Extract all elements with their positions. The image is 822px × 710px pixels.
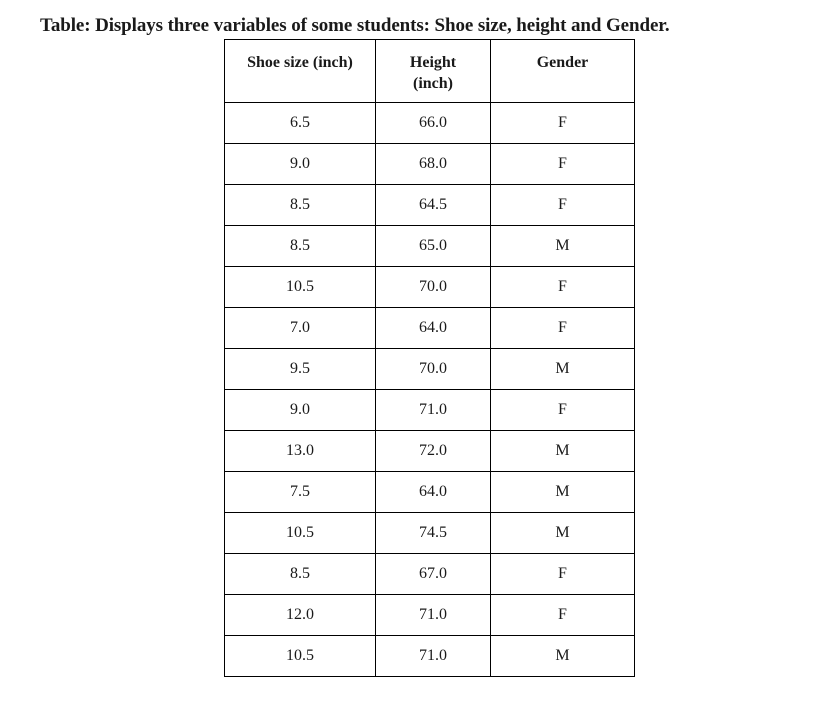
cell-height: 66.0 [376, 103, 491, 144]
cell-gender: M [491, 431, 635, 472]
header-height [376, 40, 491, 103]
cell-gender: M [491, 226, 635, 267]
table-row [225, 226, 635, 267]
cell-gender: M [491, 513, 635, 554]
cell-height: 71.0 [376, 595, 491, 636]
cell-shoe-size: 10.5 [225, 267, 376, 308]
table-header-row [225, 40, 635, 103]
cell-height: 64.0 [376, 472, 491, 513]
table-row [225, 144, 635, 185]
cell-gender: F [491, 103, 635, 144]
table-row [225, 595, 635, 636]
cell-gender: F [491, 554, 635, 595]
cell-height: 71.0 [376, 636, 491, 677]
cell-shoe-size: 13.0 [225, 431, 376, 472]
cell-shoe-size: 10.5 [225, 636, 376, 677]
table-row [225, 349, 635, 390]
cell-height: 64.5 [376, 185, 491, 226]
cell-gender: F [491, 185, 635, 226]
cell-shoe-size: 8.5 [225, 226, 376, 267]
cell-shoe-size: 7.5 [225, 472, 376, 513]
cell-shoe-size: 8.5 [225, 554, 376, 595]
cell-shoe-size: 9.0 [225, 144, 376, 185]
cell-shoe-size: 8.5 [225, 185, 376, 226]
table-row [225, 554, 635, 595]
table-row [225, 308, 635, 349]
student-data-table [224, 39, 635, 677]
header-height-label: Height (inch) [409, 54, 457, 92]
cell-shoe-size: 9.0 [225, 390, 376, 431]
cell-height: 70.0 [376, 349, 491, 390]
cell-height: 67.0 [376, 554, 491, 595]
cell-gender: F [491, 390, 635, 431]
table-row [225, 185, 635, 226]
table-caption: Table: Displays three variables of some students: Shoe size, height and Gender. [40, 15, 670, 36]
table-body [225, 103, 635, 677]
cell-shoe-size: 10.5 [225, 513, 376, 554]
cell-height: 68.0 [376, 144, 491, 185]
cell-shoe-size: 7.0 [225, 308, 376, 349]
cell-gender: M [491, 349, 635, 390]
cell-gender: F [491, 308, 635, 349]
cell-gender: F [491, 267, 635, 308]
table-row [225, 431, 635, 472]
header-shoe-size: Shoe size (inch) [225, 40, 376, 103]
cell-gender: M [491, 636, 635, 677]
cell-height: 70.0 [376, 267, 491, 308]
cell-gender: F [491, 595, 635, 636]
cell-height: 71.0 [376, 390, 491, 431]
table-row [225, 103, 635, 144]
cell-shoe-size: 12.0 [225, 595, 376, 636]
cell-gender: M [491, 472, 635, 513]
cell-shoe-size: 6.5 [225, 103, 376, 144]
table-row [225, 390, 635, 431]
cell-shoe-size: 9.5 [225, 349, 376, 390]
table-row [225, 267, 635, 308]
cell-height: 72.0 [376, 431, 491, 472]
table-row [225, 636, 635, 677]
header-gender: Gender [491, 40, 635, 103]
cell-gender: F [491, 144, 635, 185]
table-row [225, 472, 635, 513]
table-row [225, 513, 635, 554]
cell-height: 65.0 [376, 226, 491, 267]
cell-height: 74.5 [376, 513, 491, 554]
cell-height: 64.0 [376, 308, 491, 349]
